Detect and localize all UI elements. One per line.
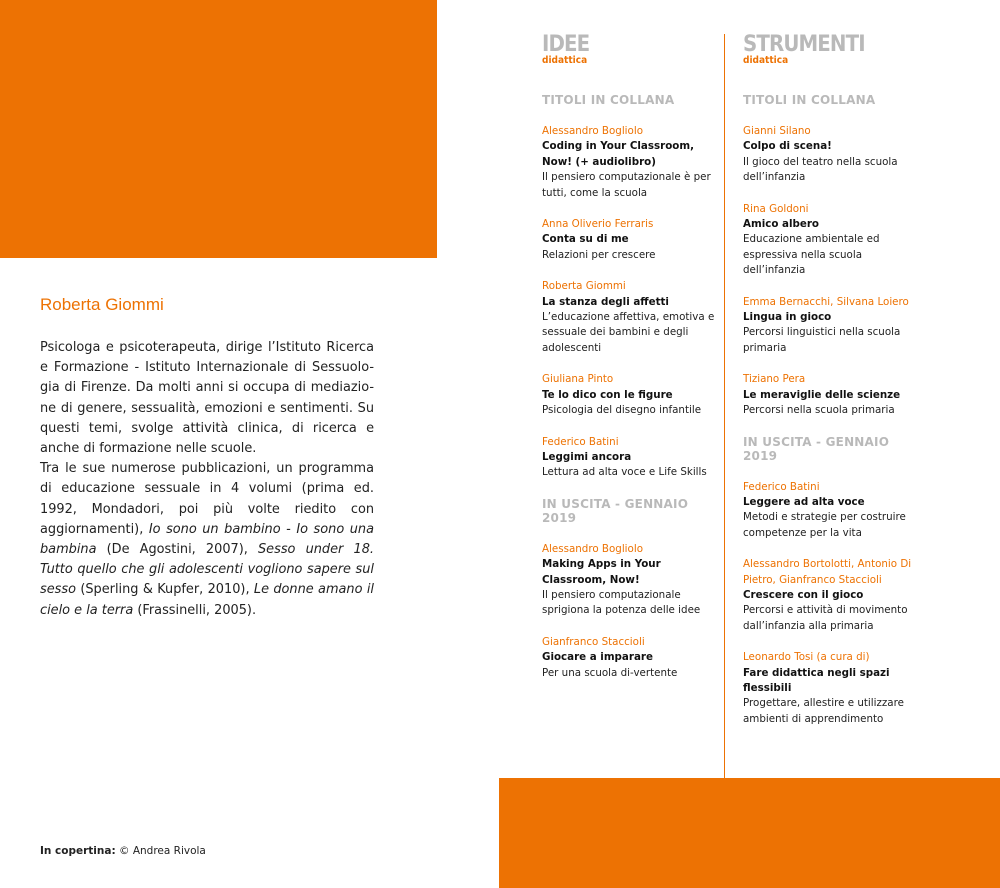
book-author: Alessandro Bortolotti, Antonio Di Pietro, Gianfranco Staccioli bbox=[743, 558, 912, 586]
section-heading-titles: TITOLI IN COLLANA bbox=[743, 93, 876, 107]
book-author: Anna Oliverio Ferraris bbox=[542, 218, 654, 231]
book-entry bbox=[743, 557, 923, 634]
book-subtitle: Percorsi linguistici nella scuola primaria bbox=[743, 326, 901, 354]
book-title: Coding in Your Classroom, Now! (+ audiolibro) bbox=[542, 140, 694, 168]
book-author: Gianni Silano bbox=[743, 125, 811, 137]
bio-paragraph-1: Psicologa e psicoterapeuta, dirige l’Istituto Ricerca e Formazione - Istituto Internazionale di Sessuolo-gia di Firenze. Da molti anni si occupa di mediazio-ne di genere, sessualità, emozioni e sentimenti. Su questi temi, svolge attività clinica, di ricerca e anche di formazione nelle scuole. bbox=[40, 340, 374, 457]
book-author: Federico Batini bbox=[542, 435, 619, 448]
book-entry bbox=[542, 542, 722, 619]
book-title: La stanza degli affetti bbox=[542, 295, 669, 308]
book-title: Te lo dico con le figure bbox=[542, 388, 673, 401]
section-heading-upcoming: IN USCITA - GENNAIO 2019 bbox=[743, 434, 890, 463]
book-author: Alessandro Bogliolo bbox=[542, 125, 644, 137]
book-author: Rina Goldoni bbox=[743, 202, 809, 215]
book-title: Colpo di scena! bbox=[743, 140, 832, 153]
book-list bbox=[542, 542, 722, 681]
series-subtitle: didattica bbox=[542, 55, 588, 66]
series-title: STRUMENTI bbox=[743, 32, 865, 57]
book-entry bbox=[542, 124, 722, 201]
series-subtitle: didattica bbox=[743, 55, 789, 66]
series-idee-column bbox=[542, 34, 722, 697]
book-subtitle: Progettare, allestire e utilizzare ambienti di apprendimento bbox=[743, 697, 904, 725]
bio-text: (De Agostini, 2007), bbox=[96, 542, 258, 558]
series-title: IDEE bbox=[542, 32, 590, 57]
book-author: Alessandro Bogliolo bbox=[542, 542, 644, 555]
cover-credit bbox=[40, 845, 206, 857]
book-list bbox=[743, 124, 923, 419]
bio-text: (Frassinelli, 2005). bbox=[133, 602, 257, 618]
orange-block-top bbox=[0, 0, 437, 258]
book-title: Lingua in gioco bbox=[743, 311, 832, 324]
book-title: Conta su di me bbox=[542, 233, 629, 246]
orange-block-bottom bbox=[499, 778, 1000, 888]
book-entry bbox=[743, 124, 923, 186]
book-author: Emma Bernacchi, Silvana Loiero bbox=[743, 295, 909, 308]
book-entry bbox=[542, 279, 722, 356]
bio-text: (Sperling & Kupfer, 2010), bbox=[75, 582, 254, 598]
book-entry bbox=[743, 202, 923, 279]
book-list bbox=[743, 480, 923, 728]
book-entry bbox=[542, 435, 722, 481]
column-divider bbox=[724, 34, 725, 778]
book-subtitle: Percorsi nella scuola primaria bbox=[743, 404, 895, 417]
book-title: Amico albero bbox=[743, 218, 819, 231]
section-heading-titles: TITOLI IN COLLANA bbox=[542, 93, 675, 107]
bio-text: Tra le sue numerose pubblicazioni, un programma di educazione sessuale in 4 volumi (prima ed. 1992, Mondadori, poi più volte riedito con aggiornamenti), bbox=[40, 461, 374, 537]
book-entry bbox=[542, 635, 722, 681]
credit-label: In copertina: bbox=[40, 845, 116, 857]
author-bio bbox=[40, 338, 374, 621]
bio-book-title: Le donne amano il cielo e la terra bbox=[40, 582, 374, 618]
book-subtitle: Psicologia del disegno infantile bbox=[542, 404, 702, 417]
book-author: Roberta Giommi bbox=[542, 280, 626, 293]
book-title: Crescere con il gioco bbox=[743, 588, 864, 601]
book-subtitle: Lettura ad alta voce e Life Skills bbox=[542, 466, 707, 479]
section-heading-upcoming: IN USCITA - GENNAIO 2019 bbox=[542, 496, 689, 525]
book-title: Fare didattica negli spazi flessibili bbox=[743, 666, 890, 694]
book-subtitle: Il gioco del teatro nella scuola dell’infanzia bbox=[743, 155, 898, 184]
book-entry bbox=[743, 372, 923, 418]
book-title: Making Apps in Your Classroom, Now! bbox=[542, 558, 661, 586]
book-title: Le meraviglie delle scienze bbox=[743, 388, 901, 401]
book-entry bbox=[542, 217, 722, 263]
book-title: Giocare a imparare bbox=[542, 651, 653, 664]
book-author: Leonardo Tosi (a cura di) bbox=[743, 651, 870, 664]
book-title: Leggimi ancora bbox=[542, 450, 632, 463]
credit-value: © Andrea Rivola bbox=[115, 845, 206, 857]
book-list bbox=[542, 124, 722, 481]
book-author: Federico Batini bbox=[743, 480, 820, 493]
book-subtitle: Metodi e strategie per costruire competenze per la vita bbox=[743, 511, 906, 539]
book-title: Leggere ad alta voce bbox=[743, 495, 865, 508]
book-entry bbox=[743, 480, 923, 542]
book-author: Giuliana Pinto bbox=[542, 373, 614, 386]
book-entry bbox=[743, 295, 923, 357]
book-author: Gianfranco Staccioli bbox=[542, 635, 645, 648]
book-subtitle: Educazione ambientale ed espressiva nella scuola dell’infanzia bbox=[743, 233, 880, 277]
book-subtitle: Il pensiero computazionale è per tutti, come la scuola bbox=[542, 171, 711, 199]
book-author: Tiziano Pera bbox=[743, 373, 806, 386]
bio-book-title: Io sono un bambino - Io sono una bambina bbox=[40, 521, 374, 558]
book-subtitle: Percorsi e attività di movimento dall’infanzia alla primaria bbox=[743, 604, 908, 632]
book-subtitle: Il pensiero computazionale sprigiona la potenza delle idee bbox=[542, 588, 701, 617]
book-entry bbox=[743, 650, 923, 727]
book-entry bbox=[542, 372, 722, 418]
bio-book-title: Sesso under 18. Tutto quello che gli adolescenti vogliono sapere sul sesso bbox=[40, 542, 374, 598]
author-name: Roberta Giommi bbox=[40, 295, 164, 314]
book-subtitle: L’educazione affettiva, emotiva e sessuale dei bambini e degli adolescenti bbox=[542, 311, 715, 354]
book-subtitle: Relazioni per crescere bbox=[542, 248, 656, 261]
series-strumenti-column bbox=[743, 34, 923, 743]
bio-paragraph-2 bbox=[40, 459, 374, 621]
book-subtitle: Per una scuola di-vertente bbox=[542, 666, 678, 679]
